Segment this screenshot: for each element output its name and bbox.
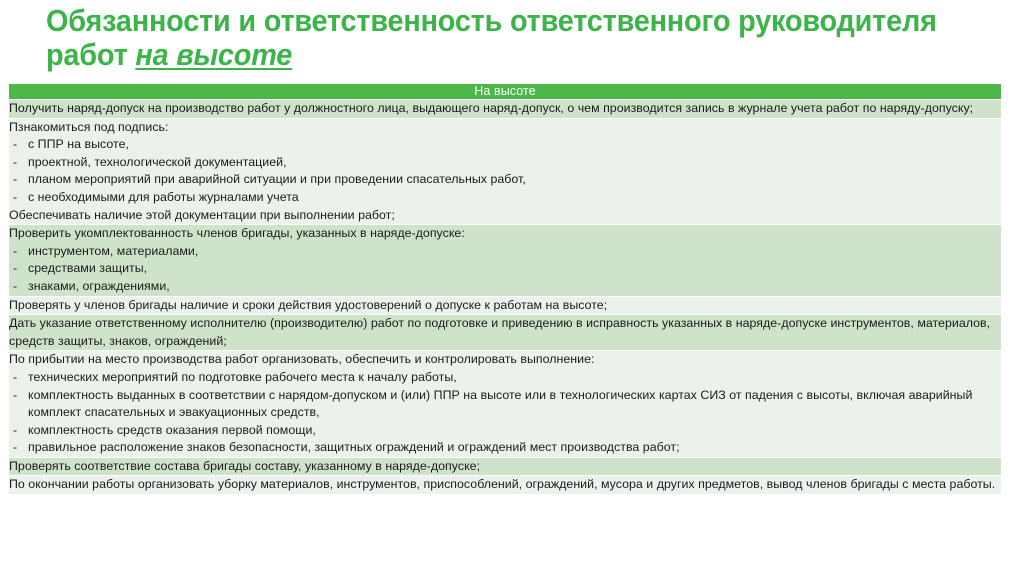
list-item: - средствами защиты, (9, 260, 1001, 278)
duty-lead-text: Проверить укомплектованность членов бригады, указанных в наряде-допуске: (9, 226, 465, 241)
list-item: - правильное расположение знаков безопасности, защитных ограждений и ограждений мест производства работ; (9, 439, 1001, 457)
duty-cell (9, 457, 1002, 476)
list-item: - комплектность средств оказания первой помощи, (9, 422, 1001, 440)
table-row (9, 296, 1002, 315)
list-item: - проектной, технологической документацией, (9, 154, 1001, 172)
list-item: - с необходимыми для работы журналами учета (9, 189, 1001, 207)
duty-cell (9, 296, 1002, 315)
list-item: - планом мероприятий при аварийной ситуации и при проведении спасательных работ, (9, 171, 1001, 189)
duty-cell (9, 225, 1002, 296)
duty-lead-text: Проверять соответствие состава бригады составу, указанному в наряде-допуске; (9, 458, 481, 473)
page-title-main: Обязанности и ответственность ответственного руководителя работ (46, 3, 937, 72)
duty-lead-text: По прибытии на место производства работ организовать, обеспечить и контролировать выполнение: (9, 352, 595, 367)
duty-tail-text: Обеспечивать наличие этой документации при выполнении работ; (9, 207, 395, 222)
table-row (9, 457, 1002, 476)
duty-lead-text: Проверять у членов бригады наличие и сроки действия удостоверений о допуске к работам на высоте; (9, 297, 608, 312)
duty-cell (9, 118, 1002, 225)
duty-lead-text: Пзнакомиться под подпись: (9, 119, 169, 134)
table-row (9, 225, 1002, 296)
duty-bullet-list (9, 136, 1001, 206)
table-row (9, 315, 1002, 351)
table-row (9, 100, 1002, 119)
duty-lead-text: По окончании работы организовать уборку материалов, инструментов, приспособлений, ограждений, мусора и других предметов, вывод членов бригады с места работы. (9, 477, 996, 492)
duties-table-wrapper (8, 83, 1002, 495)
table-row (9, 118, 1002, 225)
list-item: - знаками, ограждениями, (9, 278, 1001, 296)
table-header-cell: На высоте (9, 84, 1002, 100)
page-title (46, 4, 937, 72)
table-row (9, 476, 1002, 495)
table-body (9, 100, 1002, 495)
duties-table (8, 83, 1002, 495)
duty-cell (9, 351, 1002, 458)
duty-bullet-list (9, 369, 1001, 457)
duty-lead-text: Получить наряд-допуск на производство работ у должностного лица, выдающего наряд-допуск, о чем производится запись в журнале учета работ по наряду-допуску; (9, 101, 974, 115)
duty-bullet-list (9, 243, 1001, 296)
list-item: - технических мероприятий по подготовке рабочего места к началу работы, (9, 369, 1001, 387)
duty-cell (9, 315, 1002, 351)
list-item: - с ППР на высоте, (9, 136, 1001, 154)
table-head (9, 84, 1002, 100)
duty-cell (9, 100, 1002, 119)
title-block (0, 0, 1024, 72)
page-title-accent: на высоте (135, 37, 293, 72)
duty-cell (9, 476, 1002, 495)
duty-lead-text: Дать указание ответственному исполнителю (производителю) работ по подготовке и приведению в исправность указанных в наряде-допуске инструментов, материалов, средств защиты, знаков, ограждений; (9, 316, 991, 348)
table-row (9, 351, 1002, 458)
list-item: - комплектность выданных в соответствии с нарядом-допуском и (или) ППР на высоте или в технологических картах СИЗ от падения с высоты, включая аварийный комплект спасательных и эвакуационных средств, (9, 387, 1001, 422)
list-item: - инструментом, материалами, (9, 243, 1001, 261)
table-header-row (9, 84, 1002, 100)
